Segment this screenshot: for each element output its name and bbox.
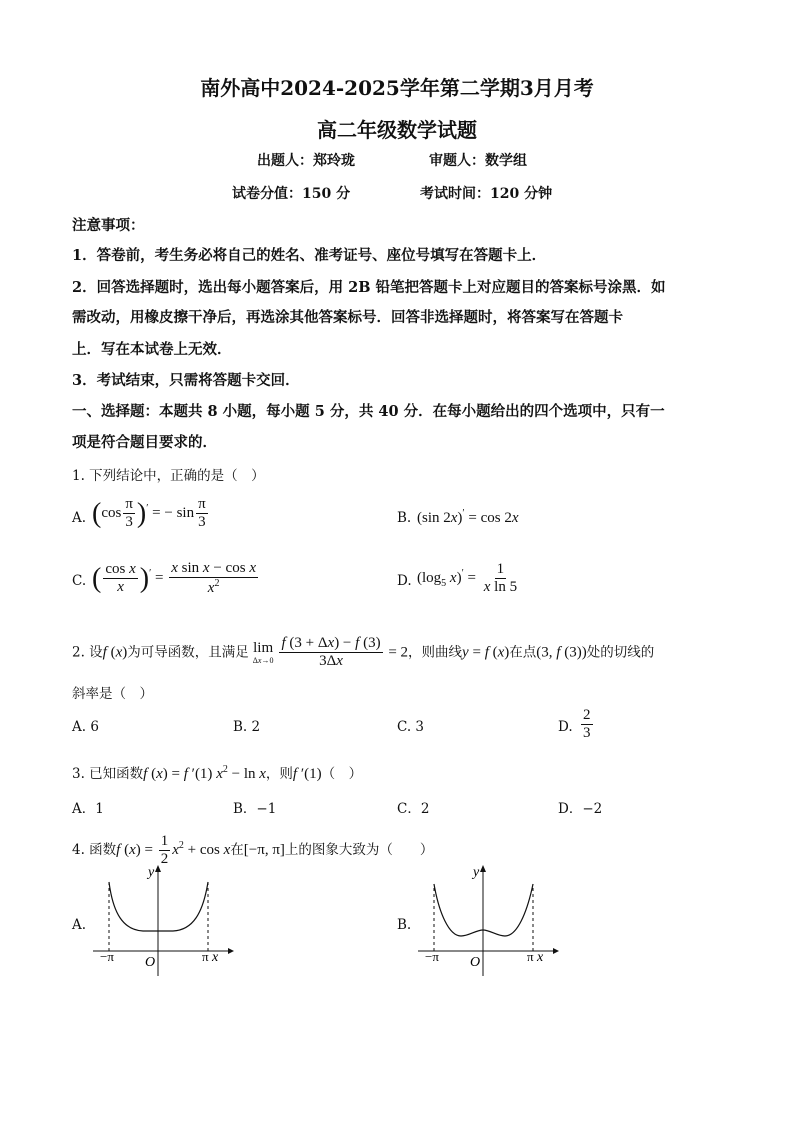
note-item-1: 1．答卷前，考生务必将自己的姓名、准考证号、座位号填写在答题卡上． <box>72 247 547 264</box>
question-1-option-b-label: B. <box>397 510 412 526</box>
question-3-text-1: ，则 <box>265 766 293 782</box>
graph-b-neg-pi-label: −π <box>425 949 439 964</box>
question-1-option-c-label: C. <box>72 573 87 589</box>
graph-a-neg-pi-label: −π <box>100 949 114 964</box>
note-item-2-line-3: 上．写在本试卷上无效． <box>72 341 232 358</box>
question-3-suffix: （ ） <box>321 766 363 782</box>
graph-a-x-label: x <box>212 950 219 965</box>
question-4-stem: 4. 函数f (x) = $\frac{1}{2}$ $x^2 + \cos x$在[−π, π]上的图象大致为（ ） <box>72 833 434 868</box>
question-1-stem: 1. 下列结论中，正确的是（ ） <box>72 468 265 484</box>
exam-title: 南外高中2024-2025学年第二学期3月月考 <box>200 76 594 100</box>
question-4-option-a-label: A. <box>72 917 87 933</box>
question-2-stem-line-2: 斜率是（ ） <box>72 686 153 702</box>
author-label: 出题人：郑玲珑 <box>257 153 355 169</box>
note-item-2-line-2: 需改动，用橡皮擦干净后，再选涂其他答案标号．回答非选择题时，将答案写在答题卡 <box>72 309 623 326</box>
question-1-option-b-formula: (sin 2x)′ = cos 2x <box>417 508 519 526</box>
question-3-option-b: B．−1 <box>233 801 277 817</box>
graph-b-x-label: x <box>537 950 544 965</box>
question-2-prefix: 2. 设 <box>72 644 103 661</box>
graph-a-pi-label: π <box>202 949 209 964</box>
question-2-option-b: B. 2 <box>233 719 261 735</box>
question-2-text-1: 为可导函数，且满足 <box>127 644 249 661</box>
question-2-stem: 2. 设f (x)为可导函数，且满足 lim Δx→0 $\frac{f (3 + \Delta x) - f (3)}{3\Delta x}$ = 2，则曲线y = f (x)在点(3, f (3))处的切线的 <box>72 635 655 670</box>
section-1-heading-line-2: 项是符合题目要求的． <box>72 434 217 451</box>
question-3-stem: 3. 已知函数f (x) = f ′(1) $x^2 - \ln x$，则f ′(1)（ ） <box>72 764 363 782</box>
question-3-option-a: A．1 <box>72 801 104 817</box>
question-4-suffix: 上的图象大致为（ ） <box>284 842 434 859</box>
question-1-option-d-formula: ($\log_5$ x)′ = $\frac{1}{\text{x ln 5}}$ <box>417 561 518 596</box>
graph-b-pi-label: π <box>527 949 534 964</box>
exam-subtitle: 高二年级数学试题 <box>317 118 477 142</box>
graph-b-origin-label: O <box>470 955 481 970</box>
question-2-option-a: A. 6 <box>72 719 99 735</box>
question-3-option-c: C．2 <box>397 801 430 817</box>
question-4-option-b-label: B. <box>397 917 412 933</box>
notes-heading: 注意事项： <box>72 217 145 234</box>
reviewer-label: 审题人：数学组 <box>429 153 527 169</box>
question-1-option-a-formula: (cos $\frac{\pi}{3}$ )′ = − sin $\frac{\pi}{3}$ <box>92 496 206 531</box>
question-2-text-3: 在点 <box>509 644 537 661</box>
question-3-option-d: D．−2 <box>558 801 603 817</box>
question-4-graph-b <box>413 858 563 983</box>
graph-a-y-label: y <box>148 865 155 880</box>
question-1-option-a-label: A. <box>72 510 87 526</box>
question-4-prefix: 4. 函数 <box>72 842 117 859</box>
question-2-option-d-label: D. <box>558 719 573 735</box>
graph-b-y-label: y <box>473 865 480 880</box>
question-2-text-2: ，则曲线 <box>408 644 463 661</box>
question-4-text-1: 在 <box>230 842 244 859</box>
score-label: 试卷分值：150 分 <box>232 186 351 202</box>
section-1-heading-line-1: 一、选择题：本题共 8 小题，每小题 5 分，共 40 分．在每小题给出的四个选项中，只有一 <box>72 403 665 420</box>
question-4-graph-a <box>88 858 238 983</box>
graph-a-origin-label: O <box>145 955 156 970</box>
note-item-3: 3．考试结束，只需将答题卡交回． <box>72 372 300 389</box>
question-1-option-c-formula: ( $\frac{\text{cos x}}{x}$ )′ = $\frac{\text{x sin x − cos x}}{x^2}$ <box>92 560 256 597</box>
question-3-prefix: 3. 已知函数 <box>72 766 144 782</box>
question-2-text-4: 处的切线的 <box>586 644 655 661</box>
question-2-option-c: C. 3 <box>397 719 425 735</box>
question-2-option-d-value: $\frac{2}{3}$ <box>583 707 591 742</box>
note-item-2-line-1: 2．回答选择题时，选出每小题答案后，用 2B 铅笔把答题卡上对应题目的答案标号涂黑．如 <box>72 279 666 296</box>
question-1-option-d-label: D. <box>397 573 412 589</box>
time-label: 考试时间：120 分钟 <box>420 186 553 202</box>
